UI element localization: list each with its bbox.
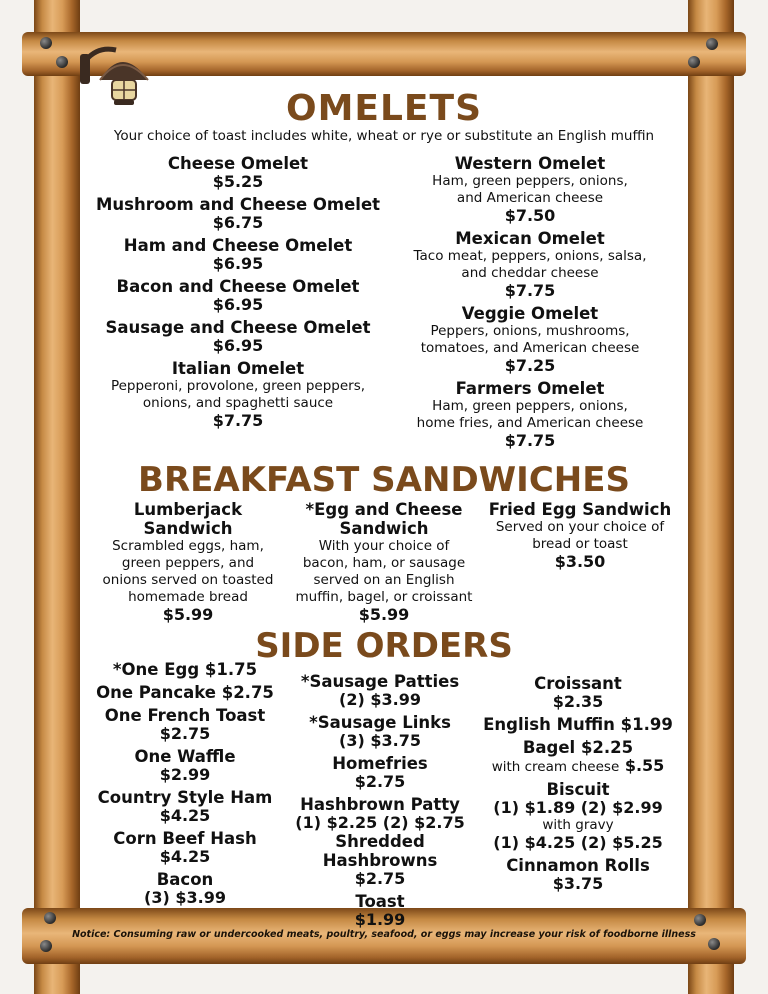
item-name: Toast [355, 892, 405, 911]
item-price: $5.99 [162, 605, 214, 624]
item-price: $7.75 [504, 431, 556, 450]
item-price: $6.75 [212, 213, 264, 232]
bolt-icon [706, 38, 718, 50]
omelets-title: OMELETS [285, 88, 483, 129]
item-description: Scrambled eggs, ham, [112, 538, 264, 554]
item-name: Cheese Omelet [167, 154, 309, 173]
item-name: Farmers Omelet [455, 379, 605, 398]
item-price: $.55 [624, 756, 665, 775]
bagel-cream-cheese [480, 757, 676, 776]
item-name: Hashbrown Patty [300, 795, 460, 814]
item-name: *Sausage Patties [300, 672, 460, 691]
item-price: $5.99 [358, 605, 410, 624]
item-description: and American cheese [456, 190, 604, 206]
omelets-subtitle: Your choice of toast includes white, wheat or rye or substitute an English muffin [113, 128, 655, 144]
item-name: *One Egg $1.75 [112, 660, 258, 679]
sides-title: SIDE ORDERS [255, 626, 513, 666]
item-description: Peppers, onions, mushrooms, [430, 323, 630, 339]
item-price: (1) $4.25 (2) $5.25 [493, 833, 663, 852]
item-name: Mexican Omelet [455, 229, 605, 248]
item-name: English Muffin $1.99 [483, 715, 673, 734]
item-name: Bacon and Cheese Omelet [116, 277, 360, 296]
item-name: Sausage and Cheese Omelet [105, 318, 371, 337]
item-description: Ham, green peppers, onions, [432, 398, 628, 414]
item-description: Ham, green peppers, onions, [432, 173, 628, 189]
item-price: $2.99 [159, 765, 211, 784]
item-price: $7.75 [212, 411, 264, 430]
item-name: Cinnamon Rolls [506, 856, 650, 875]
item-description: onions served on toasted [102, 572, 274, 588]
item-name: *Egg and Cheese [305, 500, 463, 519]
lumberjack-sandwich [90, 500, 286, 624]
sides-middle-column [280, 672, 480, 929]
bolt-icon [688, 56, 700, 68]
item-price: $6.95 [212, 295, 264, 314]
sandwiches-title: BREAKFAST SANDWICHES [138, 460, 630, 500]
item-name: Croissant [534, 674, 622, 693]
item-description: Pepperoni, provolone, green peppers, [110, 378, 366, 394]
item-description: home fries, and American cheese [416, 415, 644, 431]
item-name: Bacon [156, 870, 214, 889]
item-price: $6.95 [212, 336, 264, 355]
item-price: $2.75 [159, 724, 211, 743]
item-description: homemade bread [128, 589, 248, 605]
omelets-right-column [396, 154, 664, 450]
item-name: Mushroom and Cheese Omelet [95, 195, 381, 214]
item-price: $7.50 [504, 206, 556, 225]
food-safety-notice: Notice: Consuming raw or undercooked meats, poultry, seafood, or eggs may increase your risk of foodborne illness [72, 929, 696, 940]
item-description: With your choice of [318, 538, 450, 554]
item-price: $5.25 [212, 172, 264, 191]
item-description: bacon, ham, or sausage [302, 555, 466, 571]
item-name: One French Toast [104, 706, 266, 725]
item-name: Shredded Hashbrowns [322, 832, 438, 870]
item-description: onions, and spaghetti sauce [142, 395, 334, 411]
item-price: (3) $3.75 [339, 731, 421, 750]
bolt-icon [40, 940, 52, 952]
sides-left-column [90, 660, 280, 907]
item-price: (1) $2.25 (2) $2.75 [295, 813, 465, 832]
item-price: $2.75 [354, 869, 406, 888]
item-name: Bagel $2.25 [522, 738, 634, 757]
item-price: (2) $3.99 [339, 690, 421, 709]
item-name: *Sausage Links [309, 713, 451, 732]
item-price: $1.99 [354, 910, 406, 929]
item-description: green peppers, and [121, 555, 255, 571]
item-description: and cheddar cheese [461, 265, 599, 281]
bolt-icon [40, 37, 52, 49]
bolt-icon [694, 914, 706, 926]
item-name: Corn Beef Hash [113, 829, 257, 848]
egg-cheese-sandwich [286, 500, 482, 624]
item-description: served on an English [313, 572, 455, 588]
item-name: Biscuit [546, 780, 610, 799]
item-price: $6.95 [212, 254, 264, 273]
item-description: with gravy [542, 817, 614, 833]
bolt-icon [56, 56, 68, 68]
omelets-left-column [80, 154, 396, 430]
item-description: tomatoes, and American cheese [420, 340, 640, 356]
bolt-icon [44, 912, 56, 924]
item-price: $3.50 [554, 552, 606, 571]
item-name: Italian Omelet [171, 359, 305, 378]
item-name: One Pancake $2.75 [96, 683, 274, 702]
item-price: $4.25 [159, 806, 211, 825]
item-price: $7.25 [504, 356, 556, 375]
item-description: with cream cheese [491, 759, 620, 775]
item-price: $7.75 [504, 281, 556, 300]
item-price: $2.75 [354, 772, 406, 791]
item-description: Taco meat, peppers, onions, salsa, [413, 248, 647, 264]
item-name: Lumberjack Sandwich [133, 500, 243, 538]
item-name: Sandwich [339, 519, 429, 538]
item-name: Veggie Omelet [461, 304, 599, 323]
item-description: muffin, bagel, or croissant [295, 589, 473, 605]
item-name: Fried Egg Sandwich [488, 500, 672, 519]
item-price: $4.25 [159, 847, 211, 866]
item-price: (1) $1.89 (2) $2.99 [493, 798, 663, 817]
item-name: Western Omelet [454, 154, 606, 173]
item-description: Served on your choice of [495, 519, 665, 535]
item-name: Country Style Ham [97, 788, 273, 807]
item-price: (3) $3.99 [144, 888, 226, 907]
item-price: $2.35 [552, 692, 604, 711]
item-name: Ham and Cheese Omelet [123, 236, 353, 255]
item-name: Homefries [332, 754, 428, 773]
item-description: bread or toast [532, 536, 628, 552]
sides-right-column [480, 674, 676, 893]
item-price: $3.75 [552, 874, 604, 893]
item-name: One Waffle [134, 747, 236, 766]
fried-egg-sandwich [482, 500, 678, 571]
